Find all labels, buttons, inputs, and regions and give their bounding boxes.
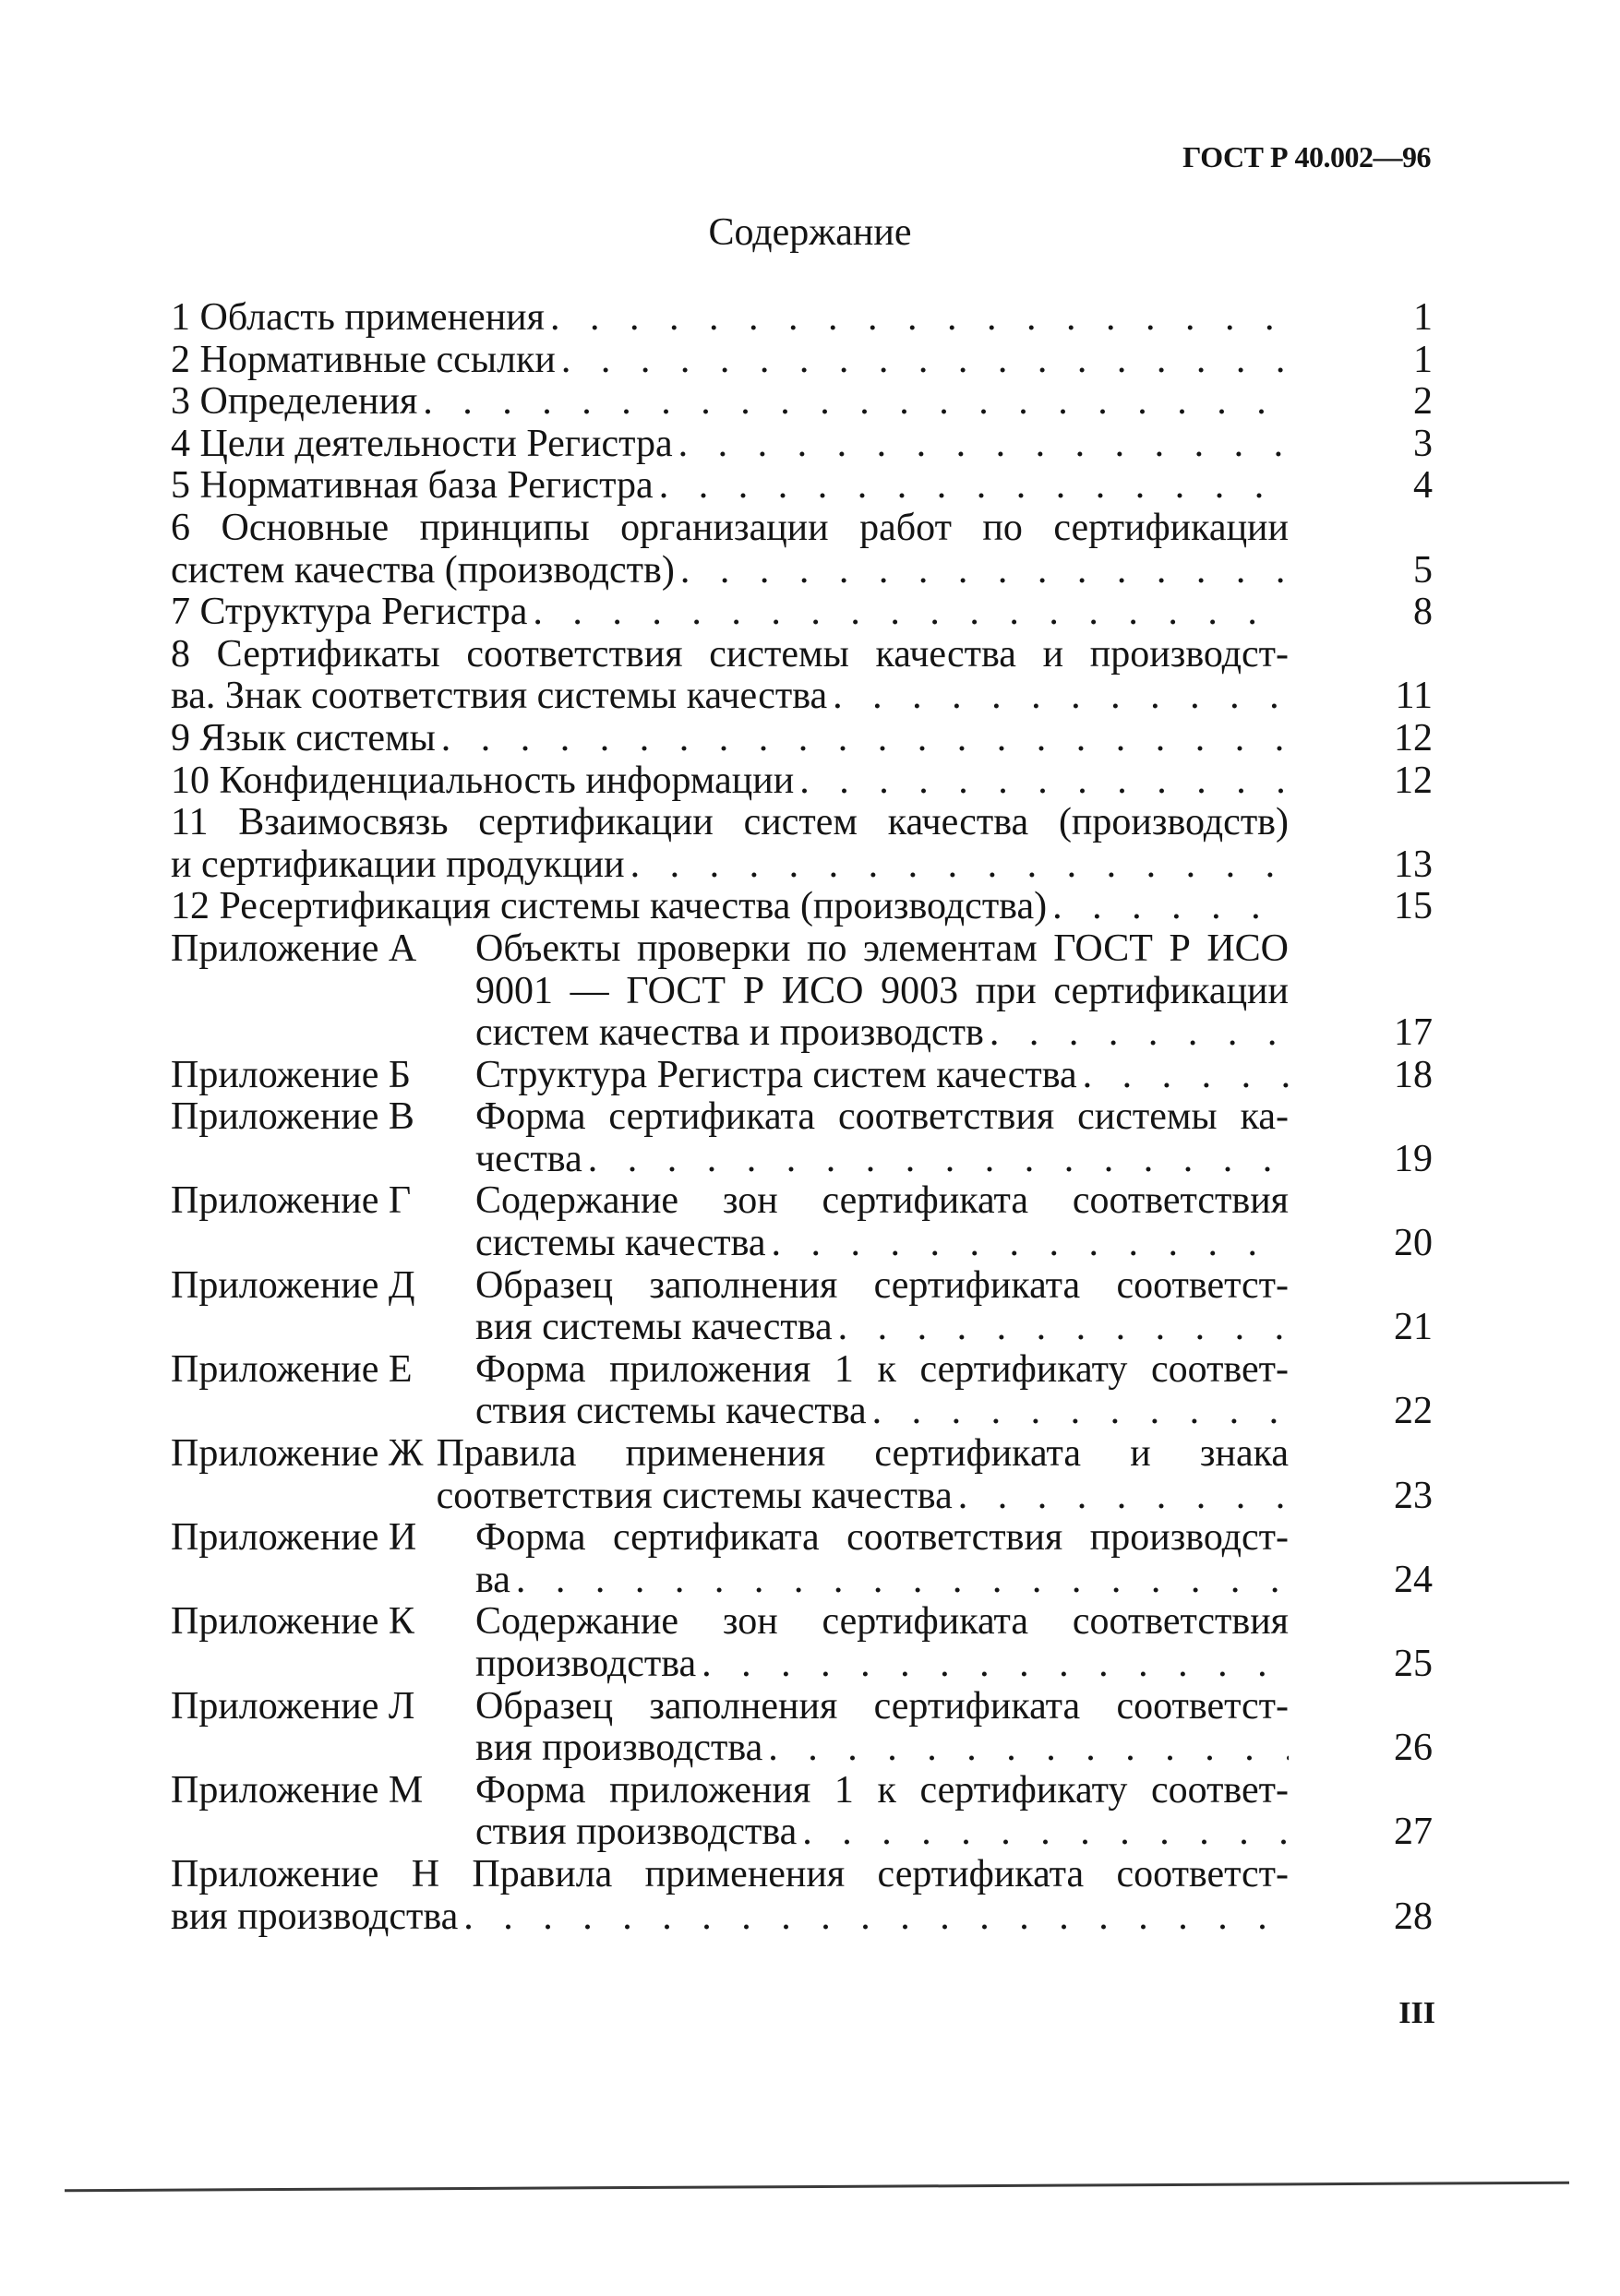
dot-leader — [582, 1139, 1289, 1181]
toc-entry-line — [171, 381, 1289, 424]
toc-entry-text: ствия производства — [475, 1812, 798, 1854]
toc-entry[interactable] — [171, 508, 1433, 592]
appendix-label: Приложение Д — [171, 1263, 415, 1307]
toc-appendix-entry[interactable] — [171, 1096, 1433, 1180]
toc-entry-title — [171, 718, 1374, 760]
dot-leader — [510, 1560, 1289, 1602]
toc-entry[interactable] — [171, 592, 1433, 634]
toc-entry-line — [171, 1896, 1289, 1939]
toc-entry-title — [171, 465, 1374, 508]
toc-entry-text: системы качества — [475, 1223, 766, 1265]
toc-appendix-entry[interactable] — [171, 1601, 1433, 1685]
toc-page-number: 24 — [1394, 1558, 1433, 1601]
dot-leader — [673, 424, 1289, 466]
toc-entry-title — [171, 297, 1374, 340]
toc-appendix-entry[interactable] — [171, 1686, 1433, 1770]
toc-entry-title — [171, 508, 1374, 592]
appendix-label: Приложение А — [171, 927, 417, 970]
toc-entry-text: вия производства — [171, 1895, 459, 1938]
appendix-label: Приложение Ж — [171, 1432, 424, 1476]
toc-entry-title — [171, 424, 1374, 466]
toc-entry[interactable] — [171, 802, 1433, 886]
appendix-label: Приложение Б — [171, 1053, 412, 1096]
toc-entry-line — [171, 844, 1289, 887]
toc-appendix-title — [171, 1601, 1374, 1685]
toc-appendix-title — [171, 1770, 1374, 1854]
toc-page-number: 28 — [1394, 1895, 1433, 1938]
appendix-label: Приложение Л — [171, 1684, 415, 1728]
toc-entry-title — [171, 634, 1374, 718]
toc-entry-line: Объекты проверки по элементам ГОСТ Р ИСО — [475, 927, 1289, 970]
toc-page-number: 17 — [1394, 1011, 1433, 1055]
appendix-title-text — [437, 1433, 1289, 1517]
toc-entry-title — [171, 592, 1374, 634]
toc-entry-text: и сертификации продукции — [171, 843, 625, 886]
appendix-title-text — [475, 1770, 1289, 1854]
toc-page-number: 11 — [1395, 675, 1433, 718]
toc-page-number: 12 — [1394, 716, 1433, 759]
toc-page-number: 5 — [1413, 548, 1433, 592]
toc-page-number: 18 — [1394, 1053, 1433, 1096]
toc-appendix-entry[interactable] — [171, 928, 1433, 1055]
dot-leader — [794, 760, 1289, 803]
toc-page-number: 8 — [1413, 591, 1433, 634]
toc-entry-text: 12 Ресертификация системы качества (производства) — [171, 886, 1048, 928]
toc-entry-text: вия системы качества — [475, 1307, 833, 1349]
toc-entry-line: Приложение Н Правила применения сертификата соответст- — [171, 1852, 1289, 1895]
toc-appendix-title — [171, 928, 1374, 1055]
dot-leader — [867, 1391, 1289, 1433]
toc-appendix-title — [171, 1854, 1374, 1938]
toc-entry-line: Форма сертификата соответствия производст- — [475, 1516, 1289, 1560]
dot-leader — [545, 297, 1289, 340]
dot-leader — [953, 1476, 1289, 1518]
toc-entry[interactable] — [171, 297, 1433, 340]
toc-entry-text: вия производства — [475, 1728, 763, 1770]
toc-entry-line — [475, 1644, 1289, 1686]
dot-leader — [833, 1307, 1289, 1349]
toc-entries — [171, 297, 1433, 1938]
toc-entry-line — [475, 1223, 1289, 1265]
toc-page-number: 21 — [1394, 1306, 1433, 1349]
appendix-title-text — [475, 1517, 1289, 1601]
toc-page-number: 2 — [1413, 380, 1433, 424]
toc-appendix-entry[interactable] — [171, 1055, 1433, 1097]
appendix-title-text — [475, 1601, 1289, 1685]
toc-entry[interactable] — [171, 718, 1433, 760]
toc-entry-title — [171, 886, 1374, 928]
toc-entry-line: Форма приложения 1 к сертификату соответ- — [475, 1347, 1289, 1391]
toc-entry-text: 7 Структура Регистра — [171, 592, 528, 634]
toc-entry-line: 9001 — ГОСТ Р ИСО 9003 при сертификации — [475, 969, 1289, 1012]
toc-entry[interactable] — [171, 340, 1433, 382]
toc-page-number: 25 — [1394, 1643, 1433, 1685]
toc-entry[interactable] — [171, 886, 1433, 928]
toc-entry-text: ва. Знак соответствия системы качества — [171, 676, 828, 718]
appendix-title-text — [475, 1686, 1289, 1770]
toc-entry-line — [475, 1812, 1289, 1854]
toc-page-number: 19 — [1394, 1137, 1433, 1180]
toc-appendix-entry[interactable] — [171, 1349, 1433, 1433]
toc-page-number: 1 — [1413, 338, 1433, 381]
toc-appendix-title — [171, 1433, 1374, 1517]
toc-page-number: 20 — [1394, 1222, 1433, 1265]
toc-entry-text: Структура Регистра систем качества — [475, 1054, 1077, 1096]
toc-entry-title — [171, 381, 1374, 424]
dot-leader — [654, 465, 1289, 508]
bottom-scan-rule — [65, 2182, 1569, 2193]
dot-leader — [762, 1728, 1289, 1770]
appendix-label: Приложение М — [171, 1768, 424, 1812]
toc-entry[interactable] — [171, 760, 1433, 803]
toc-entry-text: 9 Язык системы — [171, 717, 436, 759]
toc-page-number: 4 — [1413, 464, 1433, 508]
toc-entry-text: ствия системы качества — [475, 1391, 867, 1433]
toc-entry-line — [171, 340, 1289, 382]
toc-entry-line: Форма приложения 1 к сертификату соответ- — [475, 1768, 1289, 1812]
toc-entry-text: 5 Нормативная база Регистра — [171, 465, 654, 508]
toc-entry-text: 3 Определения — [171, 381, 418, 424]
toc-entry-line: 6 Основные принципы организации работ по сертификации — [171, 506, 1289, 549]
toc-appendix-title — [171, 1265, 1374, 1349]
toc-entry-text: соответствия системы качества — [436, 1475, 953, 1517]
toc-page-number: 12 — [1394, 759, 1433, 802]
toc-entry-text: систем качества и производств — [475, 1012, 984, 1055]
appendix-title-text — [475, 1055, 1289, 1097]
appendix-label: Приложение К — [171, 1600, 414, 1644]
toc-entry-line — [171, 760, 1289, 803]
toc-entry-line — [437, 1476, 1289, 1518]
toc-entry-line — [475, 1728, 1289, 1770]
toc-entry-line: 11 Взаимосвязь сертификации систем качества (производств) — [171, 801, 1289, 844]
toc-entry-text: 2 Нормативные ссылки — [171, 339, 556, 381]
toc-entry-line — [171, 297, 1289, 340]
toc-entry[interactable] — [171, 424, 1433, 466]
dot-leader — [527, 592, 1289, 634]
dot-leader — [1047, 886, 1289, 928]
toc-appendix-title — [171, 1349, 1374, 1433]
dot-leader — [827, 676, 1289, 718]
toc-appendix-title — [171, 1180, 1374, 1264]
toc-page-number: 22 — [1394, 1390, 1433, 1433]
dot-leader — [675, 550, 1289, 592]
dot-leader — [984, 1012, 1289, 1055]
toc-appendix-entry[interactable] — [171, 1265, 1433, 1349]
appendix-title-text — [475, 1349, 1289, 1433]
dot-leader — [696, 1644, 1289, 1686]
dot-leader — [797, 1812, 1289, 1854]
toc-appendix-entry[interactable] — [171, 1180, 1433, 1264]
toc-entry-line: 8 Сертификаты соответствия системы качества и производст- — [171, 632, 1289, 676]
toc-page-number: 3 — [1413, 422, 1433, 465]
toc-entry-text: ва — [475, 1559, 510, 1601]
toc-entry-line — [475, 1012, 1289, 1055]
toc-appendix-title — [171, 1686, 1374, 1770]
appendix-title-text — [475, 1096, 1289, 1180]
toc-page-number: 13 — [1394, 843, 1433, 886]
dot-leader — [625, 844, 1289, 887]
toc-entry-line — [475, 1139, 1289, 1181]
appendix-title-text — [475, 928, 1289, 1055]
toc-entry-line: Образец заполнения сертификата соответст- — [475, 1263, 1289, 1307]
toc-appendix-entry[interactable] — [171, 1517, 1433, 1601]
toc-entry-text: 4 Цели деятельности Регистра — [171, 423, 673, 465]
appendix-label: Приложение Г — [171, 1179, 412, 1223]
toc-entry-title — [171, 802, 1374, 886]
document-designation: ГОСТ Р 40.002—96 — [1182, 140, 1431, 173]
toc-appendix-entry[interactable] — [171, 1433, 1433, 1517]
toc-entry-title — [171, 340, 1374, 382]
toc-entry-line: Содержание зон сертификата соответствия — [475, 1179, 1289, 1223]
toc-entry[interactable] — [171, 381, 1433, 424]
toc-entry-line: Правила применения сертификата и знака — [436, 1432, 1289, 1476]
toc-entry-line — [171, 550, 1289, 592]
toc-entry-line: Содержание зон сертификата соответствия — [475, 1600, 1289, 1644]
toc-entry-line — [171, 718, 1289, 760]
dot-leader — [417, 381, 1289, 424]
toc-entry-line: Форма сертификата соответствия системы ка- — [475, 1095, 1289, 1139]
toc-appendix-title — [171, 1096, 1374, 1180]
toc-entry-text: 1 Область применения — [171, 297, 545, 339]
toc-entry-line — [171, 592, 1289, 634]
dot-leader — [556, 340, 1289, 382]
dot-leader — [436, 718, 1289, 760]
dot-leader — [458, 1896, 1289, 1939]
toc-entry-line: Образец заполнения сертификата соответст- — [475, 1684, 1289, 1728]
table-of-contents — [171, 297, 1433, 1938]
toc-entry-line — [171, 424, 1289, 466]
toc-entry-line — [475, 1391, 1289, 1433]
toc-page-number: 1 — [1413, 296, 1433, 339]
toc-entry-line — [475, 1307, 1289, 1349]
toc-entry-line — [171, 676, 1289, 718]
toc-page-number: 15 — [1394, 885, 1433, 928]
toc-page-number: 27 — [1394, 1811, 1433, 1854]
toc-entry-line — [475, 1055, 1289, 1097]
toc-entry-text: 10 Конфиденциальность информации — [171, 759, 795, 802]
toc-appendix-title — [171, 1517, 1374, 1601]
appendix-title-text — [475, 1265, 1289, 1349]
toc-entry-line — [171, 465, 1289, 508]
toc-page-number: 26 — [1394, 1727, 1433, 1770]
toc-appendix-title — [171, 1055, 1374, 1097]
toc-page-number: 23 — [1394, 1474, 1433, 1517]
toc-appendix-entry[interactable] — [171, 1854, 1433, 1938]
toc-entry[interactable] — [171, 465, 1433, 508]
toc-entry-text: чества — [475, 1138, 582, 1180]
dot-leader — [766, 1223, 1289, 1265]
dot-leader — [1077, 1055, 1289, 1097]
toc-entry[interactable] — [171, 634, 1433, 718]
appendix-label: Приложение И — [171, 1516, 417, 1560]
page-number-footer: III — [1398, 1996, 1435, 2030]
toc-title: Содержание — [708, 211, 912, 254]
toc-entry-text: производства — [475, 1644, 697, 1685]
appendix-label: Приложение В — [171, 1095, 414, 1139]
toc-entry-title — [171, 760, 1374, 803]
appendix-label: Приложение Е — [171, 1347, 413, 1391]
toc-entry-line — [171, 886, 1289, 928]
toc-entry-line — [475, 1560, 1289, 1602]
toc-entry-text: систем качества (производств) — [171, 549, 675, 592]
toc-appendix-entry[interactable] — [171, 1770, 1433, 1854]
appendix-title-text — [475, 1180, 1289, 1264]
